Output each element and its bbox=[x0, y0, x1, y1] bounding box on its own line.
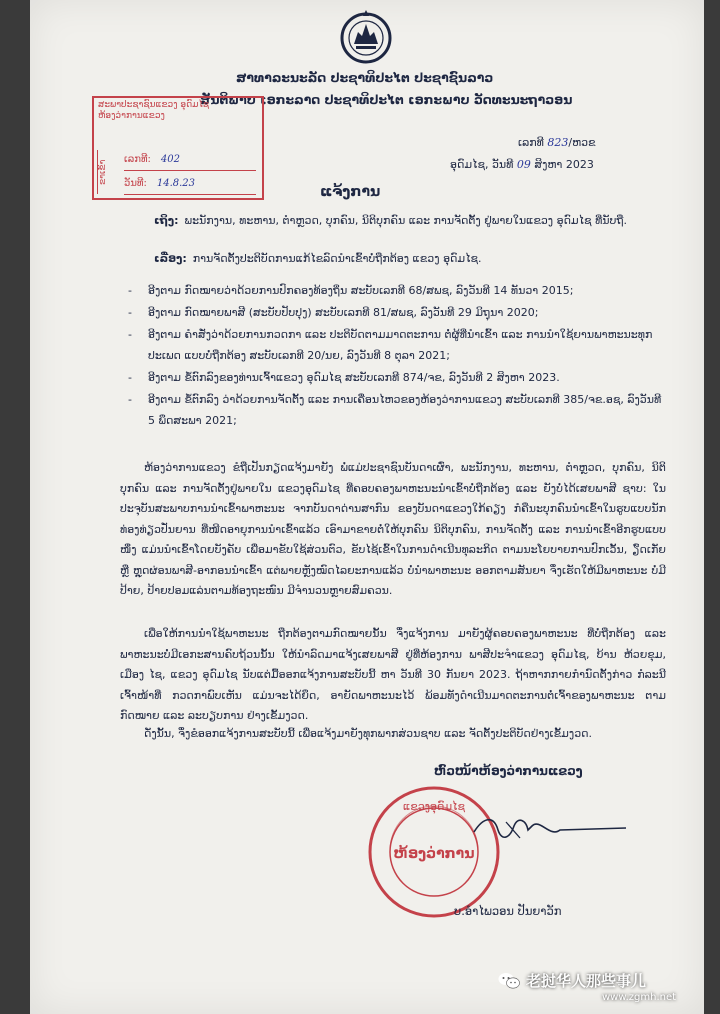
issue-date: ອຸດົມໄຊ, ວັນທີ 09 ສິງຫາ 2023 bbox=[450, 158, 594, 171]
national-emblem-icon bbox=[338, 8, 394, 64]
body-paragraph: ເພື່ອໃຫ້ການນຳໃຊ້ພາຫະນະ ຖືກຕ້ອງຕາມກົດໝາຍນັ້ນ ຈຶ່ງແຈ້ງການ ມາຍັງຜູ້ຄອບຄອງພາຫະນະ ທີ່ບໍ່ຖືກຕ້ອງ ແລະ ພາຫະນະບໍ່ມີເອກະສານຄົບຖ້ວນນັ້ນ ໃຫ້ນຳລົດມາແຈ້ງເສຍພາສີ ຢູ່ທີ່ຫ້ອງການ ພາສີປະຈຳແຂວງ ອຸດົມໄຊ, ບ້ານ ຫ້ວຍຂຸມ, ເມືອງ ໄຊ, ແຂວງ ອຸດົມໄຊ ນັບແຕ່ມື້ອອກແຈ້ງການສະບັບນີ້ ຫາ ວັນທີ 30 ກັນຍາ 2023. ຖ້າຫາກກາຍກຳນົດຕັ້ງກ່າວ ກໍລະນີເຈົ້າໜ້າທີ່ ກວດກາພົບເຫັນ ແມ່ນຈະໄດ້ຍຶດ, ອາຍັດພາຫະນະໄວ້ ພ້ອມທັງດຳເນີນມາດຕະການຕໍ່ເຈົ້າຂອງພາຫະນະ ຕາມກົດໝາຍ ແລະ ລະບຽບການ ຢ່າງເຂັ້ມງວດ. bbox=[120, 627, 666, 722]
reference-number: ເລກທີ 823/ຫວຂ bbox=[518, 136, 596, 149]
document-page bbox=[30, 0, 704, 1014]
seal-top-text: ແຂວງອຸດົມໄຊ bbox=[403, 800, 465, 813]
reference-item: - ອີງຕາມ ຂໍ້ຕົກລົງ ວ່າດ້ວຍການຈັດຕັ້ງ ແລະ ການເຄື່ອນໄຫວຂອງຫ້ອງວ່າການແຂວງ ສະບັບເລກທີ 385/ຈຂ.ອຊ, ລົງວັນທີ 5 ພຶດສະພາ 2021; bbox=[126, 389, 666, 431]
reference-item: - ອີງຕາມ ກົດໝາຍພາສີ (ສະບັບປັບປຸງ) ສະບັບເລກທີ 81/ສພຊ, ລົງວັນທີ 29 ມິຖຸນາ 2020; bbox=[126, 302, 666, 323]
stamp-date-value: 14.8.23 bbox=[156, 178, 196, 189]
stamp-side-label: ຂາເຂົ້າ bbox=[97, 150, 120, 194]
subject-line: ເລື່ອງ: ການຈັດຕັ້ງປະຕິບັດການແກ້ໄຂລົດນຳເຂົ້າບໍ່ຖືກຕ້ອງ ແຂວງ ອຸດົມໄຊ. bbox=[154, 252, 482, 265]
reference-item: - ອີງຕາມ ຂໍ້ຕົກລົງຂອງທ່ານເຈົ້າແຂວງ ອຸດົມໄຊ ສະບັບເລກທີ 874/ຈຂ, ລົງວັນທີ 2 ສິງຫາ 2023. bbox=[126, 367, 666, 388]
signer-title: ຫົວໜ້າຫ້ອງວ່າການແຂວງ bbox=[434, 764, 583, 778]
reference-item: - ອີງຕາມ ຄຳສັ່ງວ່າດ້ວຍການກວດກາ ແລະ ປະຕິບັດຕາມມາດຕະການ ຕໍ່ຜູ້ທີ່ນຳເຂົ້າ ແລະ ການນຳໃຊ້ຍານພາຫະນະທຸກປະເພດ ແບບບໍ່ຖືກຕ້ອງ ສະບັບເລກທີ 20/ນຍ, ລົງວັນທີ 8 ຕຸລາ 2021; bbox=[126, 324, 666, 366]
country-name-heading: ສາທາລະນະລັດ ປະຊາທິປະໄຕ ປະຊາຊົນລາວ bbox=[236, 70, 494, 85]
stamp-number-row: ເລກທີ: 402 bbox=[124, 150, 256, 171]
body-paragraph: ຫ້ອງວ່າການແຂວງ ຂໍຖືເປັນກຽດແຈ້ງມາຍັງ ພໍ່ແມ່ປະຊາຊົນບັນດາເຜົ່າ, ພະນັກງານ, ທະຫານ, ຕຳຫຼວດ, ບຸກຄົນ, ນິຕິບຸກຄົນ ແລະ ການຈັດຕັ້ງຢູ່ພາຍໃນ ແຂວງອຸດົມໄຊ ທີ່ຄອບຄອງພາຫະນະນຳເຂົ້າບໍ່ຖືກຕ້ອງ ແລະ ຍັງບໍ່ໄດ້ເສຍພາສີ ຊາບ: ໃນປະຈຸບັນສະພາບການນຳເຂົ້າພາຫະນະ ຈາກບັນດາດ່ານສາກົນ ຂອງບັນດາແຂວງໃກ້ຄຽງ ກໍຄືນະບຸກຄົນນຳເຂົ້າໃນຮູບແບບນັກທ່ອງທ່ຽວປັ່ນຍານ ທີ່ໜີດອາຍຸການນຳເຂົ້າແລ້ວ ເອົາມາຂາຍຕໍ່ໃຫ້ບຸກຄົນ ນິຕິບຸກຄົນ, ການຈັດຕັ້ງ ແລະ ການນຳເຂົ້າອີກຮູບແບບໜຶ່ງ ແມ່ນນຳເຂົ້າໂດຍບັງຄັບ ເພື່ອມາຂັບໃຊ້ສ່ວນຕົວ, ຂັບໄຊ້ເຂົ້າໃນການດຳເນີນທຸລະກິດ ຕາມນະໂຍບາຍການປົກເວັ້ນ, ຽົດເກັ່ຍ ຫຼື ຫຼຸດຜ່ອນພາສີ-ອາກອນນຳເຂົ້າ ແຕ່ພາຍຫຼັງໝົດໄລຍະການແລ້ວ ບໍ່ນຳພາຫະນະ ອອກຕາມສັນຍາ ຈຶ່ງເຮັດໃຫ້ມີພາຫະນະ ບໍ່ມີປ້າຍ, ປ້າຍປອມແລ່ນຕາມທ້ອງຖະໜົນ ມີຈຳນວນຫຼາຍສົມຄວນ. bbox=[120, 461, 666, 597]
received-stamp bbox=[92, 96, 264, 200]
stamp-date-row: ວັນທີ: 14.8.23 bbox=[124, 174, 256, 195]
national-motto-heading: ສັນຕິພາບ ເອກະລາດ ປະຊາທິປະໄຕ ເອກະພາບ ວັດທະນະຖາວອນ bbox=[200, 92, 573, 107]
recipient-line: ເຖິງ: ພະນັກງານ, ທະຫານ, ຕຳຫຼວດ, ບຸກຄົນ, ນິຕິບຸກຄົນ ແລະ ການຈັດຕັ້ງ ຢູ່ພາຍໃນແຂວງ ອຸດົມໄຊ ທີ່ນັບຖື. bbox=[154, 214, 627, 227]
watermark bbox=[498, 970, 706, 1010]
official-seal-icon bbox=[366, 784, 502, 920]
body-paragraph: ດັ່ງນັ້ນ, ຈຶ່ງຂໍອອກແຈ້ງການສະບັບນີ້ ເພື່ອແຈ້ງມາຍັງທຸກພາກສ່ວນຊາບ ແລະ ຈັດຕັ້ງປະຕິບັດຢ່າງເຂັ້ມງວດ. bbox=[144, 727, 593, 740]
document-title: ແຈ້ງການ bbox=[320, 184, 381, 200]
stamp-office: ສະພາປະຊາຊົນແຂວງ ອຸດົມໄຊ ຫ້ອງວ່າການແຂວງ bbox=[98, 100, 210, 121]
seal-center-text: ຫ້ອງວ່າການ bbox=[393, 846, 475, 862]
signer-name: ບ.ອຳໄພວອນ ປັນຍາວັກ bbox=[454, 904, 562, 918]
handwritten-signature bbox=[470, 808, 630, 848]
watermark-url: www.zgmh.net bbox=[602, 992, 677, 1003]
wechat-icon bbox=[498, 972, 520, 990]
stamp-number-value: 402 bbox=[160, 154, 180, 165]
legal-references-list bbox=[126, 280, 666, 432]
reference-item: - ອີງຕາມ ກົດໝາຍວ່າດ້ວຍການປົກຄອງທ້ອງຖິ່ນ ສະບັບເລກທີ 68/ສພຊ, ລົງວັນທີ 14 ທັນວາ 2015; bbox=[126, 280, 666, 301]
watermark-text: 老挝华人那些事儿 bbox=[526, 972, 647, 990]
